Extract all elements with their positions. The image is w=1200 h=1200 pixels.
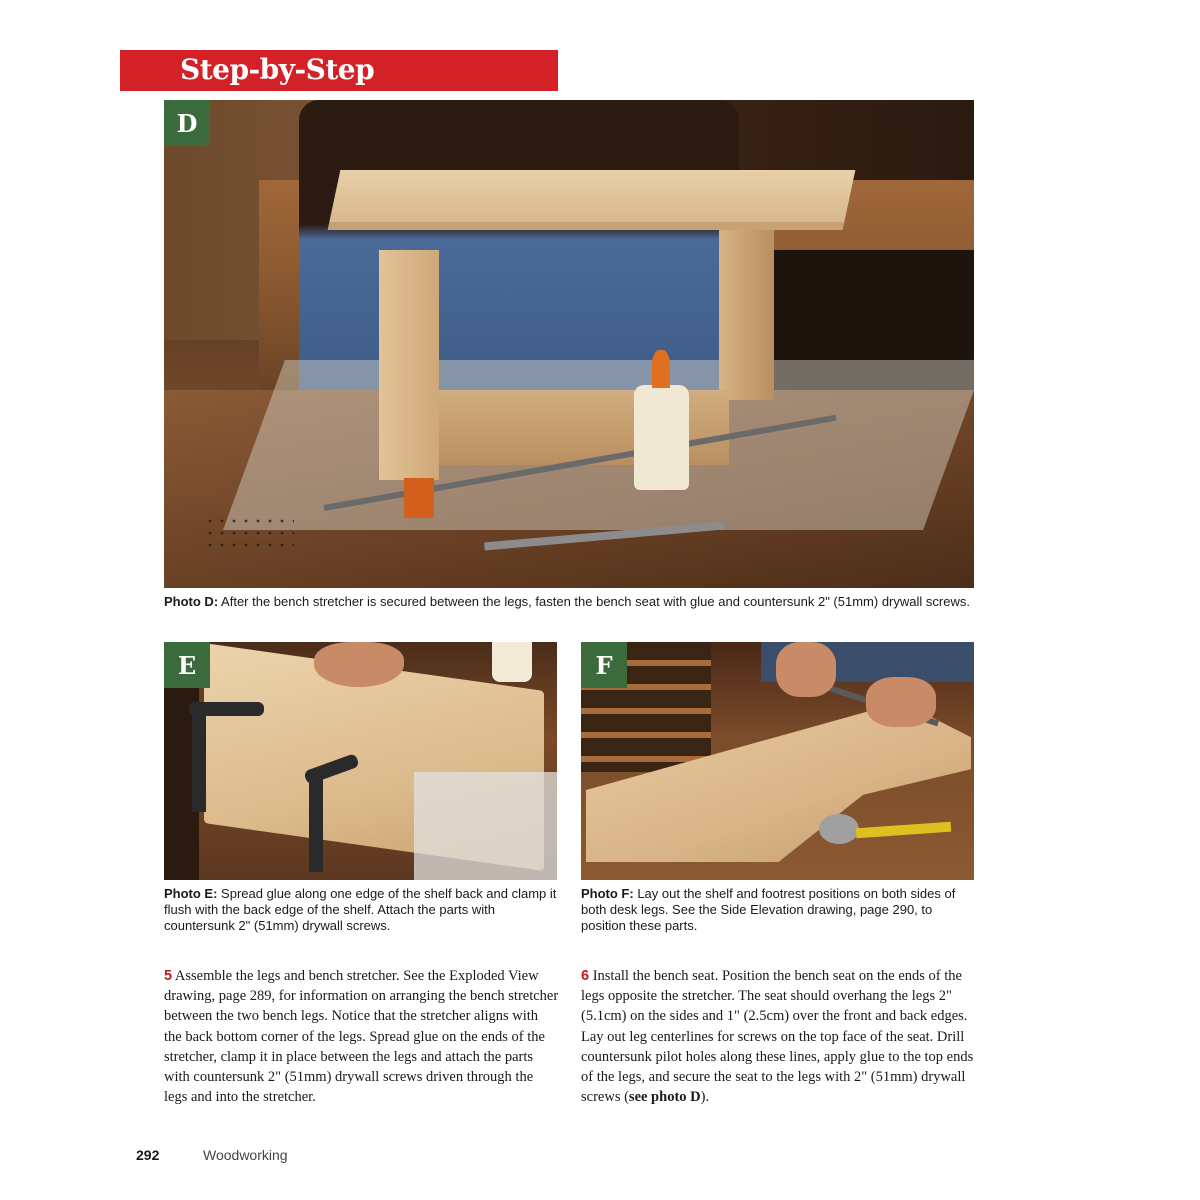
photo-label-f: F <box>581 642 627 688</box>
caption-label: Photo D: <box>164 594 219 609</box>
section-title: Step-by-Step <box>180 53 375 86</box>
caption-text: Lay out the shelf and footrest positions on both sides of both desk legs. See the Side Elevation drawing, page 290, to position these parts. <box>581 886 956 933</box>
step-6-paragraph <box>581 966 976 1107</box>
photo-caption-e <box>164 886 559 934</box>
photo-d <box>164 100 974 588</box>
photo-clamp-handle <box>189 702 264 716</box>
photo-bench-seat <box>328 170 856 230</box>
section-name: Woodworking <box>203 1147 288 1163</box>
photo-hand <box>776 642 836 697</box>
photo-hand <box>866 677 936 727</box>
caption-text: After the bench stretcher is secured between the legs, fasten the bench seat with glue and countersunk 2" (51mm) drywall screws. <box>218 594 970 609</box>
photo-glue-bottle <box>634 385 689 490</box>
photo-hand <box>314 642 404 687</box>
step-text: Assemble the legs and bench stretcher. See the Exploded View drawing, page 289, for information on arranging the bench stretcher between the two bench legs. Notice that the stretcher aligns with the back bottom corner of the legs. Spread glue on the ends of the stretcher, clamp it in place between the legs and attach the parts with countersunk 2" (51mm) drywall screws driven through the legs and into the stretcher. <box>164 968 559 1106</box>
photo-caption-f <box>581 886 976 934</box>
photo-screws <box>204 515 294 555</box>
caption-text: Spread glue along one edge of the shelf back and clamp it flush with the back edge of the shelf. Attach the parts with countersunk 2" (51mm) drywall screws. <box>164 886 557 933</box>
step-number: 6 <box>581 968 590 984</box>
photo-glue-cap <box>652 350 670 388</box>
step-number: 5 <box>164 968 173 984</box>
photo-label-e: E <box>164 642 210 688</box>
photo-tape-strip <box>856 822 951 839</box>
photo-clamp-jaw <box>404 478 434 518</box>
caption-label: Photo F: <box>581 886 634 901</box>
section-header-bar <box>120 50 558 91</box>
caption-label: Photo E: <box>164 886 218 901</box>
photo-paper <box>414 772 557 880</box>
photo-bench-leg-left <box>379 250 439 480</box>
photo-reference: see photo D <box>628 1089 701 1106</box>
photo-caption-d <box>164 594 974 610</box>
page-number: 292 <box>136 1147 160 1163</box>
step-5-paragraph <box>164 966 559 1107</box>
step-text: Install the bench seat. Position the bench seat on the ends of the legs opposite the stretcher. The seat should overhang the legs 2" (5.1cm) on the sides and 1" (2.5cm) over the front and back edges. Lay out leg centerlines for screws on the top face of the seat. Drill countersunk pilot holes along these lines, apply glue to the top ends of the legs, and secure the seat to the legs with 2" (51mm) drywall screws ( <box>581 968 974 1106</box>
photo-tape-measure <box>819 814 859 844</box>
photo-e <box>164 642 557 880</box>
photo-label-d: D <box>164 100 210 146</box>
photo-clamp <box>192 702 206 812</box>
photo-bench-leg-right <box>719 220 774 400</box>
photo-clamp <box>309 772 323 872</box>
photo-glue-bottle <box>492 642 532 682</box>
step-text-end: ). <box>700 1089 710 1106</box>
photo-f <box>581 642 974 880</box>
